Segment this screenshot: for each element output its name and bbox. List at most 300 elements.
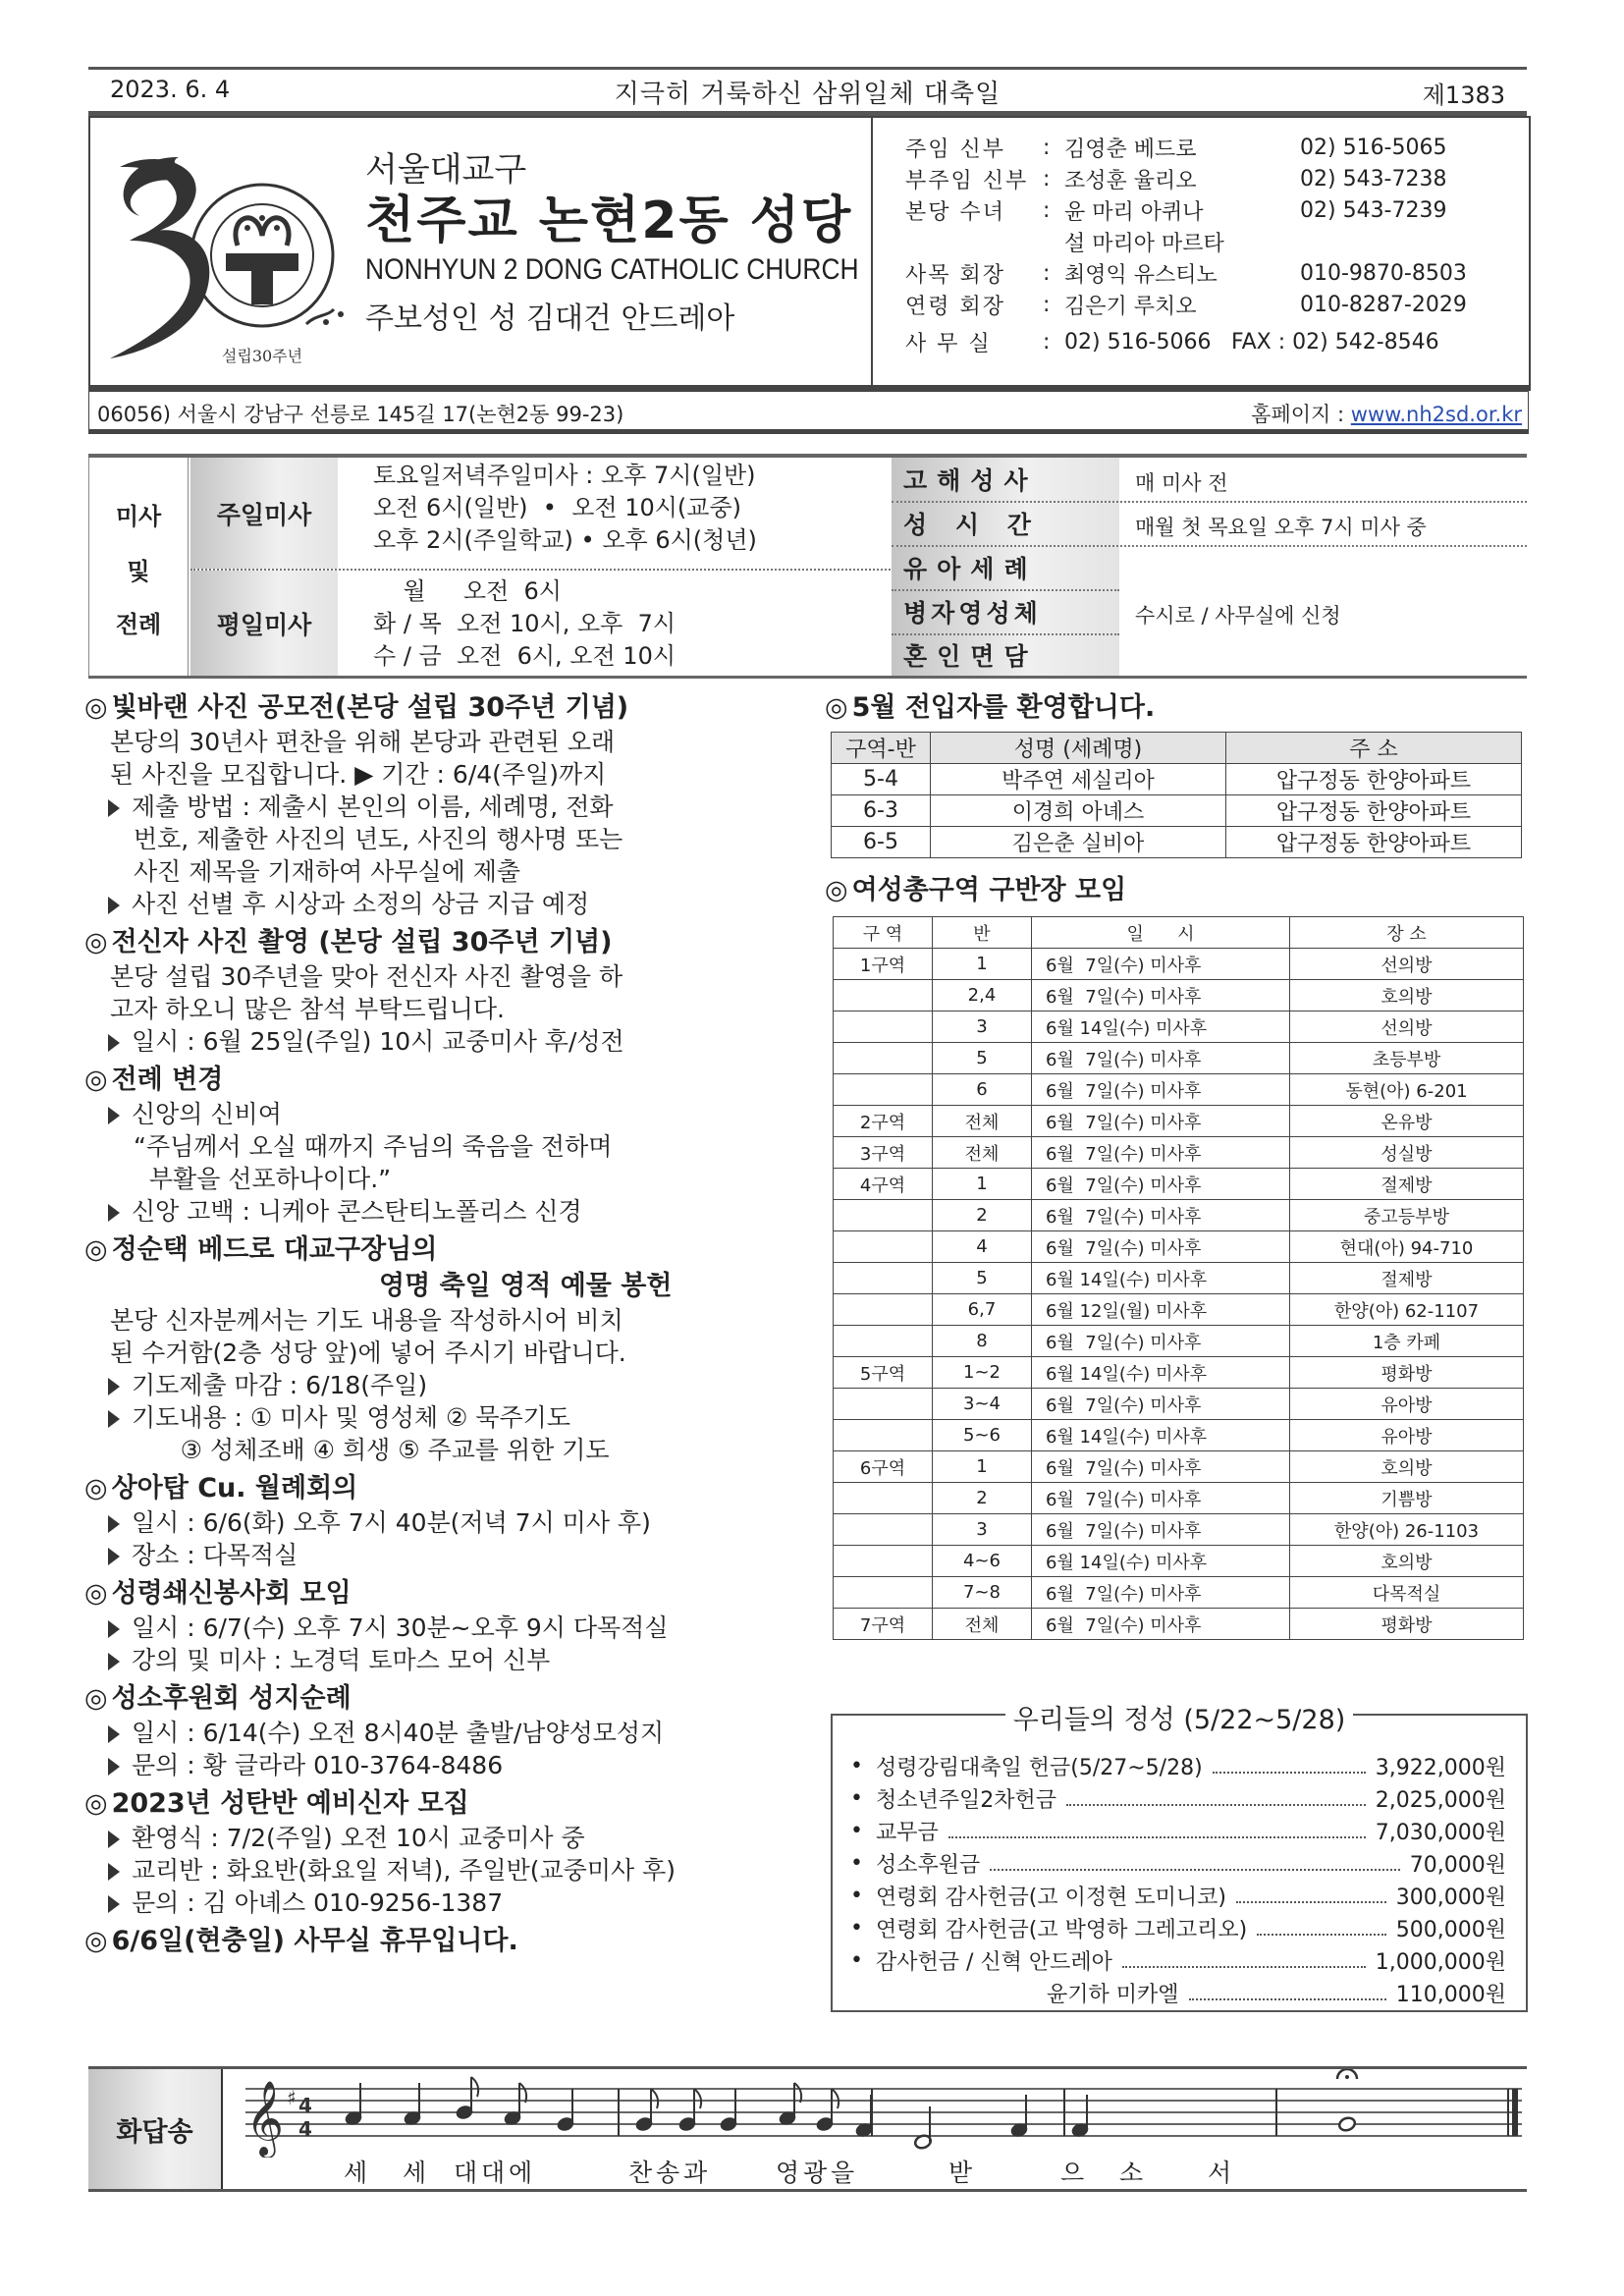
mass-time-line: 수 / 금 오전 6시, 오전 10시 — [373, 642, 677, 670]
lyric-syllable: 을 — [831, 2159, 855, 2187]
notice-bullet — [84, 1749, 821, 1781]
lyric-syllable: 영 — [776, 2159, 800, 2187]
note-flag — [832, 2089, 839, 2108]
column-header: 주 소 — [1226, 733, 1522, 764]
triangle-bullet-icon — [108, 1831, 120, 1848]
table-row — [834, 1011, 1524, 1043]
triangle-bullet-icon — [108, 1204, 120, 1222]
newcomers-table — [831, 732, 1522, 858]
table-cell: 3 — [933, 1514, 1032, 1546]
staff-phone: 02) 516-5065 — [1300, 135, 1447, 160]
notice-bullet-continuation: 번호, 제출한 사진의 년도, 사진의 행사명 또는 — [134, 825, 623, 853]
table-cell — [834, 1514, 933, 1546]
bullet-icon: • — [850, 1851, 863, 1876]
triangle-bullet-icon — [108, 1548, 120, 1565]
notice-bullet-text: 문의 : 김 아녜스 010-9256-1387 — [132, 1888, 504, 1917]
dot-leader — [948, 1825, 1366, 1838]
sacrament-label: 병자영성체 — [903, 599, 1042, 628]
table-cell: 5~6 — [933, 1420, 1032, 1451]
notice-bullet — [84, 888, 821, 920]
notice-bullet — [84, 791, 821, 823]
table-cell — [834, 1074, 933, 1106]
dot-leader — [1066, 1792, 1366, 1806]
table-row — [834, 1357, 1524, 1389]
notice-title-text: 상아탑 Cu. 월례회의 — [111, 1473, 358, 1503]
table-cell: 전체 — [933, 1106, 1032, 1137]
lyric-syllable: 대 — [481, 2159, 506, 2187]
notice-bullet — [84, 1822, 821, 1854]
table-cell: 호의방 — [1290, 1546, 1524, 1577]
table-cell: 3~4 — [933, 1389, 1032, 1420]
table-cell: 6월 7일(수) 미사후 — [1032, 1389, 1290, 1420]
staff-role: 주임 신부 — [905, 137, 1006, 162]
lyric-syllable: 받 — [948, 2159, 973, 2187]
table-cell: 압구정동 한양아파트 — [1226, 795, 1522, 827]
table-cell: 선의방 — [1290, 949, 1524, 980]
bullet-icon: • — [850, 1786, 863, 1811]
mass-time-line: 토요일저녁주일미사 : 오후 7시(일반) — [373, 462, 756, 489]
table-cell — [834, 1326, 933, 1357]
notice-bullet-text: 기도제출 마감 : 6/18(주일) — [132, 1371, 428, 1399]
donation-amount: 500,000원 — [1395, 1918, 1506, 1942]
table-cell: 6월 12일(월) 미사후 — [1032, 1294, 1290, 1326]
notice-bullet-continuation: “주님께서 오실 때까지 주님의 죽음을 전하며 — [134, 1132, 613, 1161]
mass-time-line: 오후 2시(주일학교) • 오후 6시(청년) — [373, 526, 757, 554]
triangle-bullet-icon — [108, 1725, 120, 1743]
notice-title: ◎ 성령쇄신봉사회 모임 — [84, 1578, 352, 1609]
staff-name: 김은기 루치오 — [1064, 294, 1197, 319]
table-cell: 6월 14일(수) 미사후 — [1032, 1546, 1290, 1577]
notice — [84, 1575, 821, 1680]
staff-role: 사목 회장 — [905, 262, 1006, 288]
triangle-bullet-icon — [108, 1107, 120, 1124]
table-row — [834, 1137, 1524, 1169]
notice-bullet — [84, 1539, 821, 1571]
label-part: 및 — [127, 558, 150, 585]
table-cell: 6월 7일(수) 미사후 — [1032, 1043, 1290, 1074]
table-cell: 5 — [933, 1263, 1032, 1294]
donation-amount: 7,030,000원 — [1375, 1821, 1506, 1845]
table-cell: 압구정동 한양아파트 — [1226, 827, 1522, 858]
table-cell — [834, 1263, 933, 1294]
table-cell: 현대(아) 94-710 — [1290, 1231, 1524, 1263]
table-cell: 6월 14일(수) 미사후 — [1032, 1357, 1290, 1389]
note-flag — [519, 2083, 526, 2103]
table-cell: 2 — [933, 1200, 1032, 1231]
mass-time-line: 월 오전 6시 — [373, 577, 562, 605]
notice-title: ◎ 빛바랜 사진 공모전(본당 설립 30주년 기념) — [84, 692, 629, 723]
notice — [84, 924, 821, 1062]
weekday-mass-times — [373, 575, 676, 673]
table-row — [834, 949, 1524, 980]
newcomers-title: ◎ 5월 전입자를 환영합니다. — [825, 692, 1156, 723]
section-title-text: 5월 전입자를 환영합니다. — [851, 692, 1156, 723]
table-cell: 6월 7일(수) 미사후 — [1032, 1106, 1290, 1137]
notice-title: ◎ 6/6일(현충일) 사무실 휴무입니다. — [84, 1926, 518, 1956]
staff-row — [905, 226, 1516, 257]
mass-schedule — [88, 454, 1527, 679]
table-cell — [834, 1231, 933, 1263]
bullet-icon: • — [850, 1754, 863, 1778]
note-flag — [471, 2077, 478, 2097]
meetings-title: ◎ 여성총구역 구반장 모임 — [825, 875, 1127, 905]
table-row — [834, 1514, 1524, 1546]
table-cell: 2,4 — [933, 980, 1032, 1011]
address: 06056) 서울시 강남구 선릉로 145길 17(논현2동 99-23) — [97, 403, 624, 426]
notice — [84, 1923, 821, 1963]
donation-amount: 1,000,000원 — [1375, 1950, 1506, 1975]
lyric-syllable: 에 — [509, 2159, 533, 2187]
table-cell: 1 — [933, 1169, 1032, 1200]
notice-title-text: 빛바랜 사진 공모전(본당 설립 30주년 기념) — [111, 692, 629, 723]
table-cell: 3구역 — [834, 1137, 933, 1169]
notice-title: ◎ 전신자 사진 촬영 (본당 설립 30주년 기념) — [84, 927, 613, 957]
donation-item — [850, 1751, 1506, 1781]
table-row — [834, 1263, 1524, 1294]
table-cell — [834, 1546, 933, 1577]
donation-item — [850, 1848, 1506, 1879]
staff-role: 부주임 신부 — [905, 168, 1029, 193]
table-cell: 전체 — [933, 1137, 1032, 1169]
mass-time-line: 화 / 목 오전 10시, 오후 7시 — [373, 610, 677, 637]
fax-label: FAX — [1231, 329, 1272, 355]
table-row — [834, 1200, 1524, 1231]
time-signature-bottom: 4 — [298, 2117, 312, 2141]
triangle-bullet-icon — [108, 1758, 120, 1776]
notice-title-text: 전신자 사진 촬영 (본당 설립 30주년 기념) — [111, 927, 613, 957]
lyric-syllable: 서 — [1208, 2159, 1232, 2187]
triangle-bullet-icon — [108, 1034, 120, 1052]
bullet-icon: • — [850, 1916, 863, 1941]
notice-bullet-text: 장소 : 다목적실 — [132, 1541, 298, 1569]
dot-leader — [1213, 1760, 1366, 1774]
table-cell: 6-3 — [832, 795, 931, 827]
notice-bullet — [84, 1369, 821, 1401]
table-cell: 6월 7일(수) 미사후 — [1032, 1451, 1290, 1483]
triangle-bullet-icon — [108, 1895, 120, 1913]
staff-phone: 02) 543-7238 — [1300, 166, 1447, 191]
dot-leader — [990, 1857, 1400, 1871]
table-row — [834, 980, 1524, 1011]
notice-bullet-text: 일시 : 6/7(수) 오후 7시 30분~오후 9시 다목적실 — [132, 1613, 669, 1642]
table-row — [834, 1231, 1524, 1263]
note-head — [1337, 2116, 1356, 2133]
homepage-link[interactable]: www.nh2sd.or.kr — [1350, 403, 1522, 426]
table-row — [834, 1577, 1524, 1609]
notice-bullet-text: 일시 : 6/14(수) 오전 8시40분 출발/남양성모성지 — [132, 1719, 665, 1747]
donation-amount: 3,922,000원 — [1375, 1756, 1506, 1780]
label-part: 전례 — [115, 611, 162, 638]
lyric-syllable: 송 — [656, 2159, 680, 2187]
table-cell: 1 — [933, 1451, 1032, 1483]
column-header: 장 소 — [1290, 917, 1524, 949]
notice-bullet — [84, 1506, 821, 1539]
staff-row: 부주임 신부 : 조성훈 율리오 02) 543-7238 — [905, 163, 1516, 194]
table-cell: 호의방 — [1290, 980, 1524, 1011]
notice-bullet-text: 문의 : 황 글라라 010-3764-8486 — [132, 1751, 504, 1779]
triangle-bullet-icon — [108, 1410, 120, 1428]
donation-item — [850, 1816, 1506, 1846]
table-cell: 6월 7일(수) 미사후 — [1032, 1483, 1290, 1514]
table-cell — [834, 1294, 933, 1326]
notice-bullet-text: 교리반 : 화요반(화요일 저녁), 주일반(교중미사 후) — [132, 1856, 676, 1885]
lyric-syllable: 광 — [803, 2159, 828, 2187]
notice-title: ◎ 2023년 성탄반 예비신자 모집 — [84, 1788, 469, 1819]
notice-bullet-text: 신앙의 신비여 — [132, 1100, 282, 1128]
notice-bullet — [84, 1612, 821, 1644]
notice-title-continued: 영명 축일 영적 예물 봉헌 — [379, 1271, 673, 1301]
table-cell: 6월 7일(수) 미사후 — [1032, 1577, 1290, 1609]
right-column — [825, 689, 1528, 1640]
donation-item — [850, 1945, 1506, 1976]
table-cell: 6월 7일(수) 미사후 — [1032, 1074, 1290, 1106]
psalm-label: 화답송 — [88, 2069, 223, 2189]
staff-row: 사목 회장 : 최영익 유스티노 010-9870-8503 — [905, 257, 1516, 289]
table-row — [834, 1420, 1524, 1451]
table-cell: 6월 7일(수) 미사후 — [1032, 1137, 1290, 1169]
donation-label: 성소후원금 — [876, 1853, 981, 1878]
sacrament-value: 매월 첫 목요일 오후 7시 미사 중 — [1135, 516, 1427, 539]
donation-amount: 70,000원 — [1409, 1853, 1506, 1878]
table-cell: 2 — [933, 1483, 1032, 1514]
notice-bullet — [84, 1854, 821, 1886]
donation-amount: 300,000원 — [1395, 1886, 1506, 1910]
office-label: 사 무 실 — [905, 331, 992, 356]
notice-bullet-text: 환영식 : 7/2(주일) 오전 10시 교중미사 중 — [132, 1824, 585, 1852]
notice-body-line: 된 수거함(2층 성당 앞)에 넣어 주시기 바랍니다. — [110, 1339, 626, 1367]
notice-bullet-continuation: ③ 성체조배 ④ 희생 ⑤ 주교를 위한 기도 — [134, 1436, 610, 1464]
notice-body-line: 본당 설립 30주년을 맞아 전신자 사진 촬영을 하 — [110, 962, 623, 991]
homepage-label: 홈페이지 : — [1251, 403, 1345, 426]
office-phone: 02) 516-5066 — [1064, 329, 1212, 355]
column-header: 반 — [933, 917, 1032, 949]
table-row — [834, 1043, 1524, 1074]
table-cell: 1층 카페 — [1290, 1326, 1524, 1357]
table-row — [834, 1106, 1524, 1137]
table-cell: 평화방 — [1290, 1609, 1524, 1640]
donation-label: 교무금 — [876, 1821, 939, 1845]
notices-column — [84, 689, 821, 1963]
notice-title-text: 전례 변경 — [111, 1065, 224, 1095]
staff-name: 조성훈 율리오 — [1064, 168, 1197, 193]
header-box — [88, 116, 1531, 391]
table-row — [834, 1169, 1524, 1200]
parish-logo — [100, 147, 355, 373]
table-row — [832, 795, 1522, 827]
donation-amount: 110,000원 — [1395, 1983, 1506, 2007]
header-divider — [871, 118, 873, 385]
column-header: 구 역 — [834, 917, 933, 949]
note-flag — [794, 2083, 801, 2103]
table-cell: 6월 7일(수) 미사후 — [1032, 980, 1290, 1011]
table-cell: 다목적실 — [1290, 1577, 1524, 1609]
table-cell: 한양(아) 26-1103 — [1290, 1514, 1524, 1546]
donation-amount: 2,025,000원 — [1375, 1788, 1506, 1813]
table-row — [834, 1326, 1524, 1357]
sacrament-value: 매 미사 전 — [1135, 471, 1228, 495]
table-cell: 6,7 — [933, 1294, 1032, 1326]
donation-item — [850, 1913, 1506, 1943]
table-cell: 6월 14일(수) 미사후 — [1032, 1420, 1290, 1451]
table-cell: 김은춘 실비아 — [931, 827, 1226, 858]
logo-anniversary-text: 설립30주년 — [221, 347, 303, 365]
note-flag — [651, 2089, 658, 2108]
lyric-syllable: 과 — [683, 2159, 708, 2187]
table-cell: 6 — [933, 1074, 1032, 1106]
parish-name: 천주교 논현2동 성당 — [365, 191, 853, 250]
notice-bullet — [84, 1401, 821, 1434]
notice-body-line: 고자 하오니 많은 참석 부탁드립니다. — [110, 995, 505, 1023]
table-cell: 절제방 — [1290, 1169, 1524, 1200]
table-cell: 이경희 아녜스 — [931, 795, 1226, 827]
table-cell: 초등부방 — [1290, 1043, 1524, 1074]
table-cell: 1~2 — [933, 1357, 1032, 1389]
notice-bullet-text: 제출 방법 : 제출시 본인의 이름, 세례명, 전화 — [132, 793, 614, 821]
table-row — [834, 1451, 1524, 1483]
table-cell: 1 — [933, 949, 1032, 980]
table-row — [834, 1389, 1524, 1420]
table-cell: 평화방 — [1290, 1357, 1524, 1389]
table-cell — [834, 1043, 933, 1074]
donation-label: 청소년주일2차헌금 — [876, 1788, 1057, 1813]
notice-title: ◎ 전례 변경 — [84, 1065, 224, 1095]
fermata-dot — [1345, 2075, 1349, 2079]
staff-phone: 010-9870-8503 — [1300, 260, 1467, 286]
lyric-syllable: 소 — [1119, 2159, 1144, 2187]
table-cell: 동현(아) 6-201 — [1290, 1074, 1524, 1106]
staff-role: 연령 회장 — [905, 294, 1006, 319]
table-cell: 성실방 — [1290, 1137, 1524, 1169]
staff-name: 김영춘 베드로 — [1064, 137, 1197, 162]
table-cell: 8 — [933, 1326, 1032, 1357]
table-cell — [834, 1420, 933, 1451]
notice-body-line: 된 사진을 모집합니다. ▶ 기간 : 6/4(주일)까지 — [110, 760, 607, 789]
staff-row: 연령 회장 : 김은기 루치오 010-8287-2029 — [905, 289, 1516, 320]
notice-bullet — [84, 1195, 821, 1228]
notice-title-text: 성령쇄신봉사회 모임 — [111, 1578, 352, 1609]
diocese: 서울대교구 — [365, 150, 527, 190]
triangle-bullet-icon — [108, 1620, 120, 1638]
music-staff — [226, 2069, 1527, 2158]
table-row — [834, 1074, 1524, 1106]
donations-title-text: 우리들의 정성 (5/22~5/28) — [1005, 1705, 1354, 1735]
table-cell: 기쁨방 — [1290, 1483, 1524, 1514]
bulletin-date: 2023. 6. 4 — [110, 76, 231, 103]
table-cell: 5구역 — [834, 1357, 933, 1389]
table-cell: 5-4 — [832, 764, 931, 795]
table-cell — [834, 1577, 933, 1609]
triangle-bullet-icon — [108, 799, 120, 817]
bullet-icon: • — [850, 1948, 863, 1973]
issue-number: 제1383 — [1422, 82, 1505, 109]
notice-bullet-text: 신앙 고백 : 니케아 콘스탄티노폴리스 신경 — [132, 1197, 582, 1226]
table-row — [832, 827, 1522, 858]
table-cell: 6월 7일(수) 미사후 — [1032, 1514, 1290, 1546]
table-cell: 5 — [933, 1043, 1032, 1074]
table-cell: 전체 — [933, 1609, 1032, 1640]
table-row — [834, 1609, 1524, 1640]
sunday-mass-label: 주일미사 — [190, 458, 338, 569]
table-row — [834, 1546, 1524, 1577]
notice — [84, 1680, 821, 1785]
triangle-bullet-icon — [108, 1515, 120, 1533]
lyric-syllable: 세 — [344, 2159, 368, 2187]
table-cell: 박주연 세실리아 — [931, 764, 1226, 795]
table-row — [834, 1294, 1524, 1326]
notice — [84, 1470, 821, 1575]
organization-block — [365, 149, 926, 344]
section-title-text: 여성총구역 구반장 모임 — [851, 875, 1127, 905]
table-cell: 2구역 — [834, 1106, 933, 1137]
notice-title: ◎ 성소후원회 성지순례 — [84, 1683, 352, 1714]
table-cell: 압구정동 한양아파트 — [1226, 764, 1522, 795]
notice-bullet — [84, 1025, 821, 1058]
staff-name: 최영익 유스티노 — [1064, 262, 1218, 288]
donation-label: 성령강림대축일 헌금(5/27~5/28) — [876, 1756, 1203, 1780]
staff-lines — [245, 2089, 1522, 2136]
donation-item — [850, 1783, 1506, 1814]
bullet-icon: • — [850, 1819, 863, 1843]
table-cell — [834, 1011, 933, 1043]
donation-label: 연령회 감사헌금(고 이정현 도미니코) — [876, 1886, 1226, 1910]
table-cell: 선의방 — [1290, 1011, 1524, 1043]
sacrament-label: 혼인면담 — [903, 642, 1038, 671]
notice — [84, 1785, 821, 1923]
sacrament-label: 유아세례 — [903, 555, 1038, 583]
office-row: 사 무 실 : 02) 516-5066 FAX : 02) 542-8546 — [905, 326, 1516, 357]
table-cell — [834, 1389, 933, 1420]
staff-phone: 02) 543-7239 — [1300, 197, 1447, 223]
homepage — [1251, 399, 1522, 428]
notice-bullet-text: 강의 및 미사 : 노경덕 토마스 모어 신부 — [132, 1646, 551, 1674]
table-cell: 6-5 — [832, 827, 931, 858]
dot-leader — [1236, 1889, 1386, 1903]
table-cell — [834, 1200, 933, 1231]
parish-name-english: NONHYUN 2 DONG CATHOLIC CHURCH — [365, 253, 859, 286]
sacrament-label: 성 시 간 — [903, 511, 1041, 539]
meetings-table — [833, 916, 1524, 1640]
sacrament-value: 수시로 / 사무실에 신청 — [1135, 604, 1341, 628]
bullet-icon: • — [850, 1884, 863, 1908]
notice-bullet-continuation: 사진 제목을 기재하여 사무실에 제출 — [134, 857, 521, 886]
notice-title-text: 2023년 성탄반 예비신자 모집 — [111, 1788, 469, 1819]
staff-phone: 010-8287-2029 — [1300, 292, 1467, 317]
table-cell: 유아방 — [1290, 1420, 1524, 1451]
notice-bullet-text: 일시 : 6/6(화) 오후 7시 40분(저녁 7시 미사 후) — [132, 1508, 651, 1537]
sharp-icon: ♯ — [287, 2086, 297, 2109]
table-cell — [834, 1483, 933, 1514]
dot-leader — [1257, 1922, 1386, 1936]
sacrament-label: 고해성사 — [903, 466, 1038, 495]
label-part: 미사 — [115, 503, 162, 530]
staff-name: 설 마리아 마르타 — [1064, 231, 1224, 256]
notice-bullet — [84, 1886, 821, 1919]
table-cell: 중고등부방 — [1290, 1200, 1524, 1231]
fax-number: 02) 542-8546 — [1292, 329, 1439, 355]
notice — [84, 689, 821, 924]
table-cell: 4~6 — [933, 1546, 1032, 1577]
mass-time-line: 오전 6시(일반) • 오전 10시(교중) — [373, 494, 742, 521]
notice-bullet-continuation: 부활을 선포하나이다.” — [134, 1165, 392, 1193]
dot-leader — [1189, 1987, 1386, 2000]
notice-bullet-text: 기도내용 : ① 미사 및 영성체 ② 묵주기도 — [132, 1403, 570, 1432]
notice-bullet — [84, 1644, 821, 1676]
triangle-bullet-icon — [108, 1378, 120, 1395]
donation-label: 연령회 감사헌금(고 박영하 그레고리오) — [876, 1918, 1248, 1942]
table-cell: 6월 7일(수) 미사후 — [1032, 1231, 1290, 1263]
column-header: 일 시 — [1032, 917, 1290, 949]
table-cell: 4구역 — [834, 1169, 933, 1200]
